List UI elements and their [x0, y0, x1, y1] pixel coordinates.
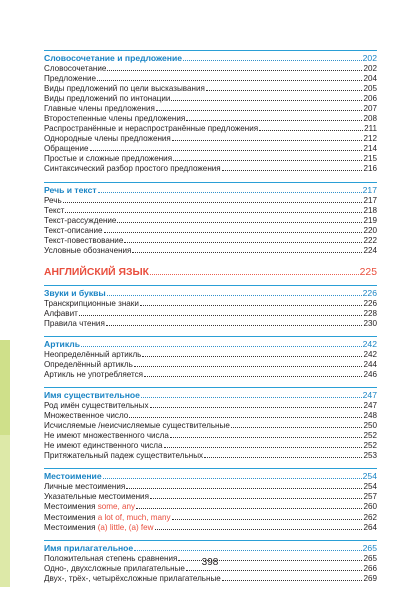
entry-page: 248: [363, 411, 377, 421]
entry-page: 218: [363, 205, 377, 215]
entry-label: Местоимения: [44, 502, 96, 512]
entry-page: 214: [363, 144, 377, 154]
entry-label: Не имеют единственного числа: [44, 441, 163, 451]
section-rule: [44, 540, 377, 541]
entry-page: 265: [363, 553, 377, 563]
dot-leader: [141, 397, 362, 398]
toc-entry[interactable]: [44, 144, 377, 154]
entry-page: 205: [363, 84, 377, 94]
chapter-spacer: [44, 280, 377, 282]
toc-entry[interactable]: [44, 94, 377, 104]
entry-page: 250: [363, 421, 377, 431]
toc-entry[interactable]: [44, 114, 377, 124]
dot-leader: [150, 498, 363, 499]
dot-leader: [107, 70, 362, 71]
toc-entry[interactable]: [44, 206, 377, 216]
entry-label: Неопределённый артикль: [44, 349, 142, 359]
entry-page: 246: [363, 370, 377, 380]
entry-label: Простые и сложные предложения: [44, 154, 173, 164]
section-title: Имя прилагательное: [44, 542, 134, 553]
toc-entry[interactable]: [44, 319, 377, 329]
section-heading[interactable]: [44, 390, 377, 401]
chapter-title: АНГЛИЙСКИЙ ЯЗЫК: [44, 266, 150, 278]
section-spacer: [44, 329, 377, 333]
dot-leader: [186, 570, 363, 571]
toc-entry[interactable]: [44, 574, 377, 584]
entry-page: 220: [363, 225, 377, 235]
dot-leader: [117, 222, 362, 223]
toc-entry[interactable]: [44, 523, 377, 533]
entry-label: Местоимения: [44, 512, 96, 522]
dot-leader: [90, 150, 363, 151]
entry-page: 269: [363, 573, 377, 583]
entry-label: Главные члены предложения: [44, 104, 155, 114]
entry-label: Одно-, двухсложные прилагательные: [44, 563, 185, 573]
entry-page: 242: [363, 349, 377, 359]
section-title: Местоимение: [44, 471, 102, 482]
dot-leader: [155, 529, 363, 530]
toc-entry[interactable]: [44, 502, 377, 512]
toc-entry[interactable]: [44, 104, 377, 114]
toc-entry[interactable]: [44, 309, 377, 319]
dot-leader: [129, 417, 362, 418]
entry-label: Артикль не употребляется: [44, 370, 144, 380]
dot-leader: [173, 160, 362, 161]
entry-page: 244: [363, 359, 377, 369]
section-spacer: [44, 584, 377, 588]
toc-entry[interactable]: [44, 226, 377, 236]
toc-entry[interactable]: [44, 154, 377, 164]
toc-entry[interactable]: [44, 246, 377, 256]
entry-page: 252: [363, 441, 377, 451]
entry-page: 247: [363, 401, 377, 411]
dot-leader: [206, 90, 363, 91]
toc-entry[interactable]: [44, 492, 377, 502]
page-number: 398: [201, 557, 219, 568]
section-rule: [44, 468, 377, 469]
section-spacer: [44, 461, 377, 465]
dot-leader: [150, 274, 359, 275]
section-spacer: [44, 175, 377, 179]
toc-entry[interactable]: [44, 451, 377, 461]
section-title: Имя существительное: [44, 390, 140, 401]
entry-page: 207: [363, 104, 377, 114]
section-rule: [44, 50, 377, 51]
section-title: Артикль: [44, 338, 80, 349]
section-heading[interactable]: [44, 339, 377, 350]
toc-entry[interactable]: [44, 216, 377, 226]
section-page: 265: [362, 542, 377, 553]
entry-page: 226: [363, 298, 377, 308]
dot-leader: [164, 447, 363, 448]
entry-label: Распространённые и нераспространённые предложения: [44, 124, 259, 134]
dot-leader: [106, 325, 363, 326]
entry-highlight: some, any: [97, 502, 136, 512]
entry-label: Обращение: [44, 144, 89, 154]
dot-leader: [103, 478, 362, 479]
entry-page: 264: [363, 522, 377, 532]
dot-leader: [222, 170, 363, 171]
dot-leader: [204, 457, 362, 458]
entry-page: 224: [363, 245, 377, 255]
dot-leader: [79, 315, 363, 316]
section-rule: [44, 182, 377, 183]
section-title: Звуки и буквы: [44, 287, 106, 298]
entry-page: 202: [363, 64, 377, 73]
entry-page: 211: [364, 124, 377, 134]
dot-leader: [98, 192, 362, 193]
entry-page: 217: [363, 195, 377, 205]
toc-entry[interactable]: [44, 431, 377, 441]
dot-leader: [134, 550, 361, 551]
entry-page: 254: [363, 482, 377, 492]
entry-page: 230: [363, 318, 377, 328]
dot-leader: [124, 242, 362, 243]
toc-entry[interactable]: [44, 360, 377, 370]
entry-label: Определённый артикль: [44, 359, 133, 369]
entry-page: 208: [363, 114, 377, 124]
section-rule: [44, 285, 377, 286]
table-of-contents: [44, 50, 377, 588]
toc-entry[interactable]: [44, 84, 377, 94]
dot-leader: [186, 120, 362, 121]
dot-leader: [231, 427, 363, 428]
entry-label: Притяжательный падеж существительных: [44, 451, 204, 461]
entry-label: Условные обозначения: [44, 245, 132, 255]
toc-entry[interactable]: [44, 441, 377, 451]
section-page: 217: [362, 184, 377, 195]
section-heading[interactable]: [44, 288, 377, 299]
section-page: 226: [362, 287, 377, 298]
entry-page: 204: [363, 74, 377, 84]
section-rule: [44, 387, 377, 388]
entry-page: 212: [363, 134, 377, 144]
entry-label: Положительная степень сравнения: [44, 553, 178, 563]
dot-leader: [104, 232, 363, 233]
dot-leader: [156, 110, 363, 111]
dot-leader: [171, 100, 362, 101]
dot-leader: [134, 366, 363, 367]
toc-entry[interactable]: [44, 411, 377, 421]
entry-page: 260: [363, 502, 377, 512]
entry-page: 215: [363, 154, 377, 164]
entry-label: Местоимения: [44, 522, 96, 532]
dot-leader: [144, 376, 362, 377]
toc-entry[interactable]: [44, 482, 377, 492]
section-title: Словосочетание и предложение: [44, 53, 183, 63]
dot-leader: [222, 580, 363, 581]
dot-leader: [136, 508, 362, 509]
entry-label: Словосочетание: [44, 64, 107, 73]
side-tab-upper: [0, 340, 10, 435]
toc-entry[interactable]: [44, 350, 377, 360]
entry-page: 266: [363, 563, 377, 573]
entry-label: Правила чтения: [44, 318, 105, 328]
section-page: 202: [362, 53, 377, 63]
section-heading[interactable]: [44, 185, 377, 196]
dot-leader: [170, 437, 363, 438]
toc-entry[interactable]: [44, 299, 377, 309]
toc-entry[interactable]: [44, 64, 377, 74]
section-spacer: [44, 533, 377, 537]
entry-label: Личные местоимения: [44, 482, 126, 492]
section-title: Речь и текст: [44, 184, 97, 195]
dot-leader: [97, 80, 362, 81]
dot-leader: [126, 488, 362, 489]
section-heading[interactable]: [44, 543, 377, 554]
entry-page: 228: [363, 308, 377, 318]
toc-entry[interactable]: [44, 74, 377, 84]
dot-leader: [172, 519, 363, 520]
dot-leader: [142, 356, 362, 357]
dot-leader: [132, 252, 362, 253]
entry-page: 257: [363, 492, 377, 502]
entry-highlight: (a) little, (a) few: [97, 522, 154, 532]
dot-leader: [81, 346, 362, 347]
dot-leader: [172, 140, 363, 141]
toc-entry[interactable]: [44, 370, 377, 380]
dot-leader: [259, 130, 363, 131]
section-page: 254: [362, 471, 377, 482]
dot-leader: [107, 295, 362, 296]
toc-entry[interactable]: [44, 164, 377, 174]
entry-highlight: a lot of, much, many: [97, 512, 171, 522]
dot-leader: [150, 407, 363, 408]
entry-label: Виды предложений по цели высказывания: [44, 84, 205, 94]
toc-entry[interactable]: [44, 421, 377, 431]
entry-label: Двух-, трёх-, четырёхсложные прилагательные: [44, 573, 221, 583]
chapter-page: 225: [359, 266, 377, 278]
toc-entry[interactable]: [44, 236, 377, 246]
entry-label: Транскрипционные знаки: [44, 298, 139, 308]
dot-leader: [65, 212, 362, 213]
entry-label: Второстепенные члены предложения: [44, 114, 186, 124]
entry-page: 222: [363, 235, 377, 245]
entry-label: Указательные местоимения: [44, 492, 149, 502]
entry-label: Предложение: [44, 74, 96, 84]
section-heading[interactable]: [44, 53, 377, 64]
entry-label: Текст-рассуждение: [44, 215, 117, 225]
entry-label: Не имеют множественного числа: [44, 431, 169, 441]
dot-leader: [140, 305, 363, 306]
entry-label: Текст: [44, 205, 65, 215]
section-heading[interactable]: [44, 471, 377, 482]
toc-entry[interactable]: [44, 134, 377, 144]
section-rule: [44, 336, 377, 337]
entry-label: Алфавит: [44, 308, 78, 318]
chapter-heading[interactable]: [44, 266, 377, 280]
entry-page: 252: [363, 431, 377, 441]
entry-label: Текст-повествование: [44, 235, 124, 245]
entry-page: 219: [363, 215, 377, 225]
toc-entry[interactable]: [44, 124, 377, 134]
entry-label: Речь: [44, 195, 62, 205]
dot-leader: [63, 202, 363, 203]
dot-leader: [183, 60, 362, 61]
entry-label: Однородные члены предложения: [44, 134, 171, 144]
toc-entry[interactable]: [44, 513, 377, 523]
toc-entry[interactable]: [44, 401, 377, 411]
section-spacer: [44, 256, 377, 260]
entry-label: Виды предложений по интонации: [44, 94, 171, 104]
section-spacer: [44, 380, 377, 384]
entry-page: 206: [363, 94, 377, 104]
entry-label: Синтаксический разбор простого предложения: [44, 164, 221, 174]
entry-page: 253: [363, 451, 377, 461]
entry-label: Род имён существительных: [44, 401, 149, 411]
section-page: 242: [362, 338, 377, 349]
entry-label: Текст-описание: [44, 225, 103, 235]
entry-page: 216: [363, 164, 377, 174]
section-page: 247: [362, 390, 377, 401]
entry-page: 262: [363, 512, 377, 522]
entry-label: Множественное число: [44, 411, 129, 421]
entry-label: Исчисляемые /неисчисляемые существительные: [44, 421, 230, 431]
toc-entry[interactable]: [44, 196, 377, 206]
